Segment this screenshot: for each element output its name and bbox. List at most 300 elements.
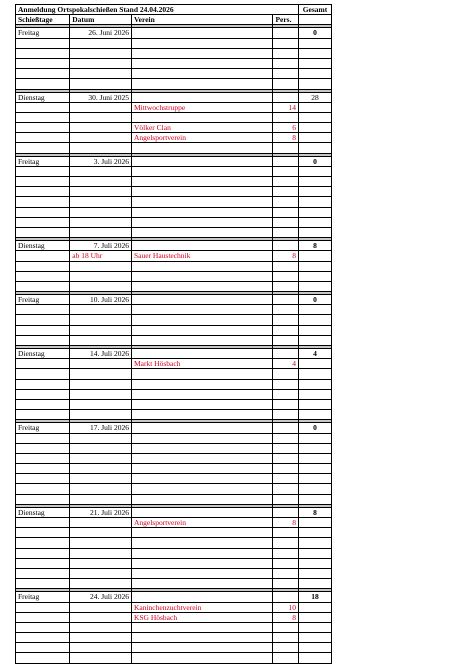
day-total: 8 [299,241,332,251]
club-name [131,325,272,335]
time-note [70,602,132,612]
registration-row [16,187,332,197]
person-count: 14 [273,102,299,112]
time-note [70,548,132,558]
person-count [273,271,299,281]
shooting-day-row [16,295,332,305]
shooting-day-name: Dienstag [16,349,70,359]
total-blank-cell [299,369,332,379]
registration-row [16,568,332,578]
total-blank-cell [299,38,332,48]
date-header: Datum [70,15,132,25]
total-blank-cell [299,558,332,568]
person-count [273,217,299,227]
club-name [131,207,272,217]
persons-cell [273,28,299,38]
persons-cell [273,423,299,433]
time-note [70,643,132,653]
registration-row [16,453,332,463]
person-count [273,335,299,345]
day-blank-cell [16,197,70,207]
registration-row [16,133,332,143]
day-blank-cell [16,518,70,528]
day-total: 18 [299,592,332,602]
registration-row [16,602,332,612]
registration-row [16,271,332,281]
registration-row [16,518,332,528]
day-total: 0 [299,423,332,433]
total-blank-cell [299,399,332,409]
club-name [131,389,272,399]
title-row [16,5,332,15]
person-count [273,538,299,548]
total-blank-cell [299,143,332,153]
registration-row [16,528,332,538]
club-cell [131,592,272,602]
registration-row [16,399,332,409]
time-note [70,69,132,79]
club-name: Markt Hösbach [131,359,272,369]
registration-row [16,48,332,58]
club-name [131,568,272,578]
shooting-day-name: Freitag [16,423,70,433]
registration-row [16,325,332,335]
total-blank-cell [299,251,332,261]
registration-row [16,369,332,379]
club-header: Verein [131,15,272,25]
time-note [70,443,132,453]
total-blank-cell [299,261,332,271]
time-note [70,558,132,568]
time-note [70,538,132,548]
club-name [131,453,272,463]
time-note [70,359,132,369]
registration-row [16,653,332,663]
registration-row [16,197,332,207]
total-blank-cell [299,359,332,369]
club-name [131,643,272,653]
person-count: 8 [273,251,299,261]
total-blank-cell [299,79,332,89]
day-blank-cell [16,653,70,663]
day-blank-cell [16,187,70,197]
day-blank-cell [16,633,70,643]
club-name [131,464,272,474]
registration-row [16,538,332,548]
day-blank-cell [16,177,70,187]
club-name: Mittwochstruppe [131,102,272,112]
club-name [131,177,272,187]
shooting-day-row [16,28,332,38]
person-count [273,38,299,48]
day-header: Schießtage [16,15,70,25]
persons-cell [273,507,299,517]
total-blank-cell [299,187,332,197]
club-name [131,484,272,494]
club-name: Völker Clan [131,123,272,133]
person-count [273,48,299,58]
day-blank-cell [16,484,70,494]
club-name: KSG Hösbach [131,612,272,622]
club-name [131,399,272,409]
registration-row [16,433,332,443]
registration-row [16,335,332,345]
registration-row [16,410,332,420]
club-name [131,166,272,176]
day-blank-cell [16,528,70,538]
day-total: 0 [299,295,332,305]
day-blank-cell [16,399,70,409]
day-blank-cell [16,389,70,399]
shooting-day-date: 21. Juli 2026 [70,507,132,517]
total-blank-cell [299,602,332,612]
club-name [131,443,272,453]
club-name: Angelsportverein [131,518,272,528]
person-count [273,464,299,474]
club-name [131,48,272,58]
club-name [131,305,272,315]
time-note [70,217,132,227]
time-note [70,474,132,484]
person-count [273,433,299,443]
shooting-day-name: Dienstag [16,241,70,251]
registration-row [16,177,332,187]
total-blank-cell [299,315,332,325]
person-count [273,410,299,420]
total-blank-cell [299,207,332,217]
shooting-day-row [16,156,332,166]
registration-row [16,143,332,153]
total-blank-cell [299,133,332,143]
person-count: 8 [273,518,299,528]
club-name [131,528,272,538]
day-blank-cell [16,443,70,453]
day-blank-cell [16,207,70,217]
day-blank-cell [16,112,70,122]
person-count [273,112,299,122]
total-blank-cell [299,410,332,420]
person-count [273,568,299,578]
time-note [70,612,132,622]
day-blank-cell [16,251,70,261]
shooting-day-name: Freitag [16,28,70,38]
persons-cell [273,349,299,359]
total-blank-cell [299,538,332,548]
registration-row [16,494,332,504]
shooting-day-date: 26. Juni 2026 [70,28,132,38]
day-blank-cell [16,281,70,291]
person-count [273,69,299,79]
shooting-day-name: Dienstag [16,92,70,102]
total-blank-cell [299,433,332,443]
shooting-day-row [16,349,332,359]
day-blank-cell [16,538,70,548]
time-note [70,281,132,291]
club-cell [131,423,272,433]
header-blank-cell [299,15,332,25]
registration-row [16,633,332,643]
day-blank-cell [16,133,70,143]
day-blank-cell [16,227,70,237]
club-name [131,187,272,197]
registration-row [16,548,332,558]
time-note [70,271,132,281]
registration-row [16,166,332,176]
registration-row [16,227,332,237]
day-blank-cell [16,494,70,504]
registration-table-body [16,5,332,664]
registration-sheet [15,4,332,664]
person-count [273,579,299,589]
time-note [70,453,132,463]
time-note [70,187,132,197]
club-name [131,143,272,153]
person-count [273,399,299,409]
person-count [273,197,299,207]
club-name [131,579,272,589]
person-count [273,281,299,291]
club-cell [131,28,272,38]
person-count [273,474,299,484]
shooting-day-row [16,592,332,602]
registration-row [16,38,332,48]
time-note [70,133,132,143]
day-blank-cell [16,643,70,653]
time-note [70,325,132,335]
club-name [131,315,272,325]
club-name [131,217,272,227]
registration-row [16,261,332,271]
time-note [70,622,132,632]
club-name [131,379,272,389]
club-name [131,538,272,548]
total-blank-cell [299,123,332,133]
registration-row [16,207,332,217]
person-count [273,633,299,643]
person-count [273,58,299,68]
registration-row [16,79,332,89]
total-blank-cell [299,271,332,281]
time-note [70,58,132,68]
shooting-day-row [16,92,332,102]
club-name [131,227,272,237]
registration-row [16,484,332,494]
shooting-day-row [16,507,332,517]
person-count: 4 [273,359,299,369]
person-count [273,379,299,389]
club-name [131,622,272,632]
registration-table [15,4,332,664]
shooting-day-row [16,241,332,251]
day-blank-cell [16,48,70,58]
registration-row [16,464,332,474]
time-note [70,464,132,474]
sheet-title: Anmeldung Ortspokalschießen Stand 24.04.2026 [16,5,299,15]
total-blank-cell [299,622,332,632]
time-note [70,261,132,271]
person-count [273,558,299,568]
person-count [273,453,299,463]
total-blank-cell [299,443,332,453]
shooting-day-name: Freitag [16,295,70,305]
person-count [273,622,299,632]
time-note [70,305,132,315]
total-blank-cell [299,518,332,528]
total-blank-cell [299,548,332,558]
registration-row [16,102,332,112]
club-name [131,112,272,122]
day-total: 0 [299,156,332,166]
column-header-row [16,15,332,25]
club-name: Kaninchenzuchtverein [131,602,272,612]
club-cell [131,349,272,359]
total-blank-cell [299,464,332,474]
time-note [70,484,132,494]
registration-row [16,622,332,632]
club-name [131,410,272,420]
time-note [70,579,132,589]
shooting-day-date: 14. Juli 2026 [70,349,132,359]
total-blank-cell [299,379,332,389]
time-note [70,633,132,643]
person-count [273,548,299,558]
persons-cell [273,295,299,305]
total-blank-cell [299,58,332,68]
time-note: ab 18 Uhr [70,251,132,261]
person-count [273,79,299,89]
club-name [131,58,272,68]
time-note [70,227,132,237]
person-count [273,227,299,237]
total-blank-cell [299,633,332,643]
registration-row [16,579,332,589]
club-name [131,335,272,345]
registration-row [16,379,332,389]
total-blank-cell [299,579,332,589]
total-blank-cell [299,568,332,578]
shooting-day-name: Freitag [16,592,70,602]
registration-row [16,643,332,653]
club-name [131,197,272,207]
day-blank-cell [16,579,70,589]
time-note [70,166,132,176]
day-blank-cell [16,612,70,622]
total-blank-cell [299,305,332,315]
registration-row [16,612,332,622]
club-name [131,261,272,271]
shooting-day-date: 30. Juni 2025 [70,92,132,102]
person-count: 10 [273,602,299,612]
total-blank-cell [299,112,332,122]
total-blank-cell [299,474,332,484]
shooting-day-row [16,423,332,433]
person-count [273,653,299,663]
time-note [70,143,132,153]
club-name: Angelsportverein [131,133,272,143]
registration-row [16,112,332,122]
person-count: 6 [273,123,299,133]
day-blank-cell [16,548,70,558]
registration-row [16,281,332,291]
registration-row [16,123,332,133]
club-name [131,281,272,291]
total-blank-cell [299,484,332,494]
total-blank-cell [299,335,332,345]
total-blank-cell [299,612,332,622]
day-blank-cell [16,379,70,389]
shooting-day-name: Freitag [16,156,70,166]
day-blank-cell [16,217,70,227]
total-blank-cell [299,102,332,112]
day-blank-cell [16,335,70,345]
persons-cell [273,592,299,602]
day-blank-cell [16,602,70,612]
club-name [131,369,272,379]
time-note [70,518,132,528]
registration-row [16,359,332,369]
day-blank-cell [16,558,70,568]
time-note [70,38,132,48]
day-blank-cell [16,143,70,153]
total-blank-cell [299,453,332,463]
day-blank-cell [16,453,70,463]
person-count [273,143,299,153]
day-blank-cell [16,305,70,315]
club-name [131,79,272,89]
person-count [273,389,299,399]
person-count: 8 [273,612,299,622]
registration-row [16,389,332,399]
person-count [273,369,299,379]
total-blank-cell [299,281,332,291]
shooting-day-date: 10. Juli 2026 [70,295,132,305]
shooting-day-date: 17. Juli 2026 [70,423,132,433]
club-name: Sauer Haustechnik [131,251,272,261]
day-blank-cell [16,58,70,68]
persons-cell [273,92,299,102]
time-note [70,410,132,420]
club-cell [131,295,272,305]
registration-row [16,251,332,261]
total-blank-cell [299,227,332,237]
person-count [273,315,299,325]
time-note [70,112,132,122]
total-blank-cell [299,69,332,79]
shooting-day-date: 3. Juli 2026 [70,156,132,166]
day-blank-cell [16,69,70,79]
total-blank-cell [299,177,332,187]
day-blank-cell [16,315,70,325]
time-note [70,653,132,663]
day-blank-cell [16,79,70,89]
club-name [131,653,272,663]
club-cell [131,156,272,166]
day-blank-cell [16,38,70,48]
shooting-day-date: 24. Juli 2026 [70,592,132,602]
time-note [70,433,132,443]
person-count [273,187,299,197]
total-blank-cell [299,48,332,58]
day-total: 28 [299,92,332,102]
day-total: 4 [299,349,332,359]
time-note [70,528,132,538]
day-blank-cell [16,325,70,335]
shooting-day-name: Dienstag [16,507,70,517]
total-blank-cell [299,325,332,335]
registration-row [16,305,332,315]
club-name [131,558,272,568]
time-note [70,197,132,207]
